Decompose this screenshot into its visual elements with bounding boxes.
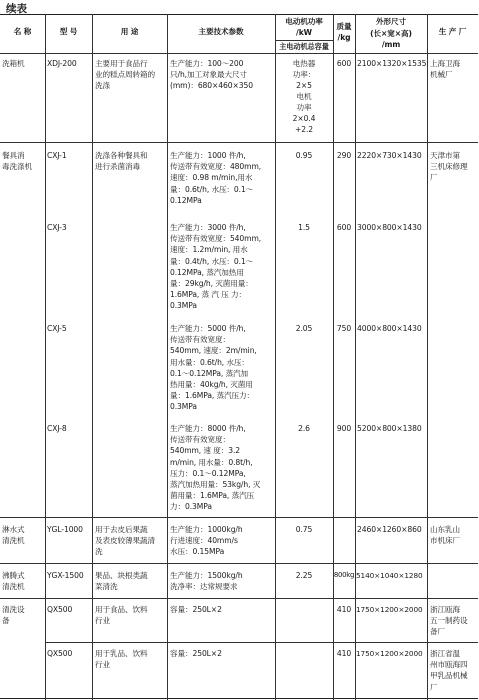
header-rule	[0, 53, 478, 54]
cell-dims: 5200×800×1380	[357, 424, 422, 433]
header-name: 名 称	[13, 27, 32, 36]
cell-name: 餐具消 毒洗涤机	[2, 151, 32, 172]
header-usage: 用 途	[120, 27, 139, 36]
cell-power: 0.95	[295, 151, 313, 160]
cell-mass: 410	[336, 605, 352, 614]
header-power-sub: 主电动机总容量	[279, 42, 329, 51]
cell-model: YGL-1000	[47, 525, 83, 534]
cell-mass: 290	[336, 151, 352, 160]
cell-params: 容量：250L×2	[170, 649, 222, 658]
cell-power: 2.05	[295, 324, 313, 333]
cell-params: 生产能力：5000 件/h, 传送带有效宽度： 540mm, 速度：2m/min, 用水量：0.6t/h, 水压： 0.1～0.12MPa, 蒸汽加 热用量：40kg/h, 灭菌用 量：1.6MPa, 蒸汽压力： 0.3MPa	[170, 324, 257, 412]
cell-params: 生产能力：100～200 只/h,加工对象最大尺寸 (mm)：680×460×350	[170, 59, 253, 91]
cell-params: 生产能力：3000 件/h, 传送带有效宽度：540mm, 速度：1.2m/min, 用水 量：0.4t/h, 水压：0.1～ 0.12MPa, 蒸汽加热用 量：29kg/h, 灭菌用量： 1.6MPa, 蒸 汽 压 力： 0.3MPa	[170, 223, 262, 311]
header-model: 型 号	[59, 27, 78, 36]
cell-name: 洗箱机	[2, 59, 25, 68]
cell-usage: 用于去皮后果蔬 及表皮较薄果蔬清 洗	[95, 525, 155, 557]
cell-power: 2.6	[298, 424, 310, 433]
cell-model: QX500	[47, 605, 73, 614]
cell-maker: 浙江省温 州市瓯海四 甲乳品机械 厂	[430, 649, 468, 692]
cell-power: 0.75	[295, 525, 313, 534]
cell-model: CXJ-5	[47, 324, 67, 333]
cell-model: CXJ-3	[47, 223, 67, 232]
cell-model: XDJ-200	[47, 59, 77, 68]
cell-name: 沸腾式 清洗机	[2, 571, 25, 592]
cell-mass: 410	[336, 649, 352, 658]
cell-dims: 5140×1040×1280	[356, 571, 423, 580]
row-rule	[0, 563, 478, 564]
cell-usage: 用于乳品、饮料 行业	[95, 649, 148, 670]
cell-name: 淋水式 清洗机	[2, 525, 25, 546]
cell-maker: 山东乳山 市机床厂	[430, 525, 460, 546]
cell-maker: 浙江瓯海 五一制药设 备厂	[430, 605, 468, 637]
cell-mass: 600	[336, 223, 352, 232]
cell-mass: 600	[336, 59, 352, 68]
cell-model: QX500	[47, 649, 73, 658]
row-rule	[0, 142, 478, 143]
cell-power: 2.25	[295, 571, 313, 580]
cell-params: 生产能力：1000kg/h 行进速度：40mm/s 水压：0.15MPa	[170, 525, 243, 557]
cell-mass: 900	[336, 424, 352, 433]
cell-dims: 1750×1200×2000	[356, 605, 423, 614]
header-power: 电动机功率 /kW	[285, 17, 323, 37]
cell-usage: 果品、块根类蔬 菜清洗	[95, 571, 148, 592]
cell-model: CXJ-1	[47, 151, 67, 160]
row-rule	[0, 517, 478, 518]
cell-maker: 上海卫海 机械厂	[430, 59, 460, 80]
cell-dims: 1750×1200×2000	[356, 649, 423, 658]
cell-mass: 750	[336, 324, 352, 333]
header-params: 主要技术参数	[198, 27, 244, 36]
cell-dims: 4000×800×1430	[357, 324, 422, 333]
table-caption: 续表	[6, 3, 27, 15]
cell-model: CXJ-8	[47, 424, 67, 433]
header-maker: 生 产 厂	[438, 27, 467, 36]
header-mass: 质量 /kg	[336, 22, 352, 43]
cell-usage: 洗涤各种餐具和 进行杀菌消毒	[95, 151, 148, 172]
cell-params: 生产能力：1500kg/h 洗净率：达常规要求	[170, 571, 243, 592]
cell-params: 生产能力：1000 件/h, 传送带有效宽度：480mm, 速度：0.98 m/min,用水 量：0.6t/h, 水压：0.1～ 0.12MPa	[170, 151, 262, 205]
cell-usage: 主要用于食品行 业的糕点周转箱的 洗涤	[95, 59, 155, 91]
cell-dims: 2460×1260×860	[357, 525, 422, 534]
cell-params: 容量：250L×2	[170, 605, 222, 614]
cell-usage: 用于食品、饮料 行业	[95, 605, 148, 626]
cell-power: 1.5	[298, 223, 310, 232]
cell-maker: 天津市第 三机床修理 厂	[430, 151, 468, 183]
cell-mass: 800kg	[333, 571, 355, 579]
cell-model: YGX-1500	[47, 571, 84, 580]
cell-dims: 2220×730×1430	[357, 151, 422, 160]
header-dims: 外形尺寸 (长×宽×高) /mm	[370, 17, 412, 49]
cell-power: 电热器 功率： 2×5 电机 功率 2×0.4 +2.2	[292, 59, 316, 134]
row-rule	[0, 598, 478, 599]
row-rule-partial	[45, 642, 478, 643]
cell-dims: 2100×1320×1535	[357, 59, 427, 68]
cell-name: 清洗设 备	[2, 605, 25, 626]
cell-dims: 3000×800×1430	[357, 223, 422, 232]
cell-params: 生产能力：8000 件/h, 传送带有效宽度： 540mm, 速 度：3.2 m/min, 用水量：0.8t/h, 压力：0.1～0.12MPa, 蒸汽加热用量：53kg/h, 灭 菌用量：1.6MPa, 蒸汽压 力：0.3MPa	[170, 424, 261, 512]
